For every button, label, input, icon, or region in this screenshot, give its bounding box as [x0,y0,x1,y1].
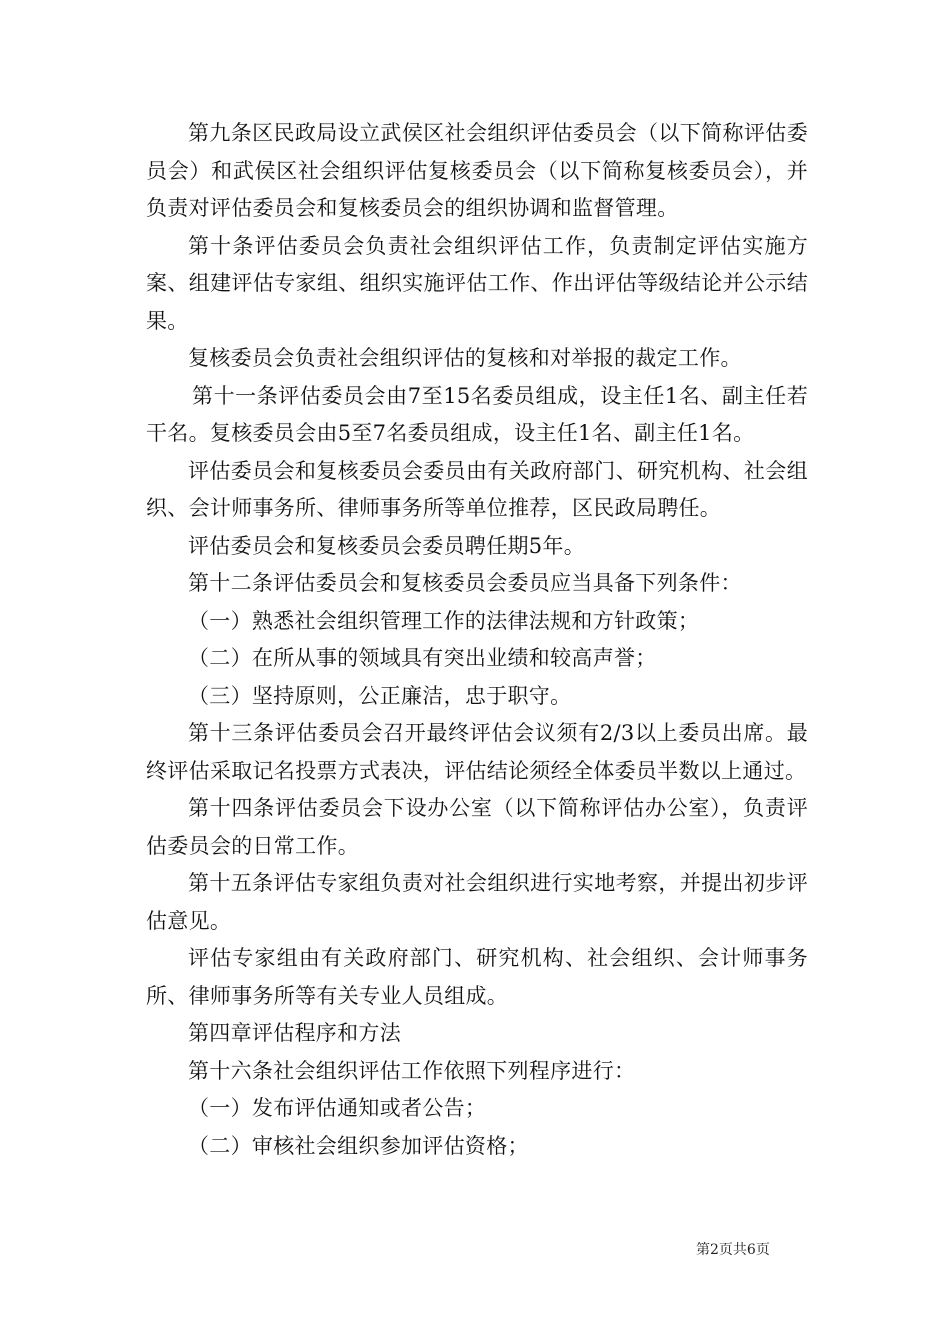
document-body [146,115,808,1165]
paragraph-expert-group-members: 评估专家组由有关政府部门、研究机构、社会组织、会计师事务所、律师事务所等有关专业人员组成。 [146,946,808,1008]
paragraph-committee-members-source: 评估委员会和复核委员会委员由有关政府部门、研究机构、社会组织、会计师事务所、律师事务所等单位推荐，区民政局聘任。 [146,458,808,520]
paragraph-article-16: 第十六条社会组织评估工作依照下列程序进行： [188,1058,636,1083]
paragraph-article-13: 第十三条评估委员会召开最终评估会议须有2/3以上委员出席。最终评估采取记名投票方式表决，评估结论须经全体委员半数以上通过。 [146,721,808,783]
paragraph-article-14: 第十四条评估委员会下设办公室（以下简称评估办公室），负责评估委员会的日常工作。 [146,796,808,858]
paragraph-procedure-1: （一）发布评估通知或者公告； [188,1096,487,1120]
page-number-footer: 第2页共6页 [696,1242,770,1258]
paragraph-article-11: 第十一条评估委员会由7至15名委员组成，设主任1名、副主任若干名。复核委员会由5至7名委员组成，设主任1名、副主任1名。 [146,383,808,445]
paragraph-article-9: 第九条区民政局设立武侯区社会组织评估委员会（以下简称评估委员会）和武侯区社会组织评估复核委员会（以下简称复核委员会），并负责对评估委员会和复核委员会的组织协调和监督管理。 [146,121,808,220]
paragraph-condition-3: （三）坚持原则，公正廉洁，忠于职守。 [188,683,572,708]
paragraph-procedure-2: （二）审核社会组织参加评估资格； [188,1133,529,1158]
paragraph-article-15: 第十五条评估专家组负责对社会组织进行实地考察，并提出初步评估意见。 [146,871,808,933]
paragraph-review-committee-duty: 复核委员会负责社会组织评估的复核和对举报的裁定工作。 [188,346,742,370]
paragraph-condition-1: （一）熟悉社会组织管理工作的法律法规和方针政策； [188,608,700,633]
paragraph-article-12: 第十二条评估委员会和复核委员会委员应当具备下列条件： [188,571,742,595]
chapter-heading-4: 第四章评估程序和方法 [188,1021,401,1045]
paragraph-condition-2: （二）在所从事的领域具有突出业绩和较高声誉； [188,646,657,670]
paragraph-term-of-office: 评估委员会和复核委员会委员聘任期5年。 [188,533,586,558]
paragraph-article-10: 第十条评估委员会负责社会组织评估工作，负责制定评估实施方案、组建评估专家组、组织实施评估工作、作出评估等级结论并公示结果。 [146,233,808,333]
